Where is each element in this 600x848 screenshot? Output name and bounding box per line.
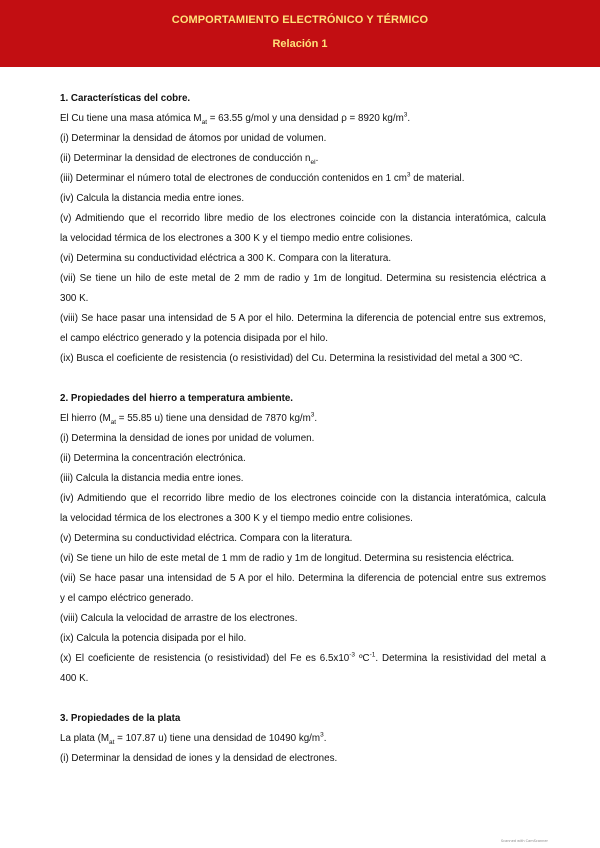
question-ii: [60, 149, 546, 169]
question-v: (v) Admitiendo que el recorrido libre medio de los electrones coincide con la distancia interatómica, calcula: [60, 213, 546, 224]
question-text: . Determina la resistividad del metal a: [375, 653, 546, 664]
question-ix: (ix) Calcula la potencia disipada por el hilo.: [60, 633, 247, 644]
subscript: at: [110, 418, 117, 426]
superscript: -3: [349, 651, 356, 659]
question-vii-cont: 300 K.: [60, 293, 89, 304]
question-viii: (viii) Calcula la velocidad de arrastre de los electrones.: [60, 613, 298, 624]
scanner-watermark: Scanned with CamScanner: [500, 839, 548, 843]
question-v: (v) Determina su conductividad eléctrica. Compara con la literatura.: [60, 533, 353, 544]
question-iv: (iv) Calcula la distancia media entre iones.: [60, 193, 245, 204]
question-x-cont: 400 K.: [60, 673, 89, 684]
subscript: el: [310, 158, 316, 166]
question-text: de material.: [410, 173, 465, 184]
intro-text: .: [407, 113, 411, 124]
section-intro: [60, 109, 546, 129]
question-iii: (iii) Calcula la distancia media entre iones.: [60, 473, 244, 484]
page-header: [0, 0, 600, 67]
section-copper: [60, 89, 546, 369]
question-iv-cont: la velocidad térmica de los electrones a 300 K y el tiempo medio entre colisiones.: [60, 513, 413, 524]
section-intro: [60, 409, 546, 429]
intro-text: El hierro (M: [60, 413, 111, 424]
subscript: at: [109, 738, 115, 746]
section-title: 2. Propiedades del hierro a temperatura ambiente.: [60, 393, 294, 404]
superscript: 3: [310, 411, 315, 419]
intro-text: .: [314, 413, 318, 424]
intro-text: = 63.55 g/mol y una densidad ρ = 8920 kg/m: [207, 113, 404, 124]
question-viii: (viii) Se hace pasar una intensidad de 5 A por el hilo. Determina la diferencia de potencial entre sus extremos,: [60, 313, 546, 324]
question-iv: (iv) Admitiendo que el recorrido libre medio de los electrones coincide con la distancia interatómica, calcula: [60, 493, 546, 504]
question-ix: (ix) Busca el coeficiente de resistencia (o resistividad) del Cu. Determina la resistividad del metal a 300 ºC.: [60, 353, 523, 364]
question-text: (x) El coeficiente de resistencia (o resistividad) del Fe es 6.5x10: [60, 653, 350, 664]
question-vii-cont: y el campo eléctrico generado.: [60, 593, 194, 604]
question-text: (ii) Determinar la densidad de electrones de conducción n: [60, 153, 311, 164]
question-vii: (vii) Se tiene un hilo de este metal de 2 mm de radio y 1m de longitud. Determina su resistencia eléctrica a: [60, 273, 546, 284]
section-intro: [60, 729, 546, 749]
section-silver: [60, 709, 546, 769]
document-subtitle: Relación 1: [272, 38, 328, 50]
question-i: (i) Determinar la densidad de iones y la densidad de electrones.: [60, 753, 338, 764]
section-title: 3. Propiedades de la plata: [60, 713, 181, 724]
question-vi: (vi) Determina su conductividad eléctrica a 300 K. Compara con la literatura.: [60, 253, 392, 264]
section-title: 1. Características del cobre.: [60, 93, 191, 104]
intro-text: .: [323, 733, 327, 744]
question-vii: (vii) Se hace pasar una intensidad de 5 A por el hilo. Determina la diferencia de potencial entre sus extremos: [60, 573, 546, 584]
superscript: 3: [403, 111, 408, 119]
superscript: -1: [369, 651, 376, 659]
section-iron: [60, 389, 546, 689]
document-body: [60, 89, 546, 789]
question-text: ºC: [355, 653, 370, 664]
superscript: 3: [320, 731, 324, 739]
document-title: COMPORTAMIENTO ELECTRÓNICO Y TÉRMICO: [171, 14, 429, 26]
intro-text: = 55.85 u) tiene una densidad de 7870 kg/m: [116, 413, 311, 424]
question-text: .: [315, 153, 319, 164]
intro-text: La plata (M: [60, 733, 110, 744]
question-v-cont: la velocidad térmica de los electrones a 300 K y el tiempo medio entre colisiones.: [60, 233, 413, 244]
question-text: (iii) Determinar el número total de electrones de conducción contenidos en 1 cm: [60, 173, 407, 184]
question-i: (i) Determina la densidad de iones por unidad de volumen.: [60, 433, 315, 444]
superscript: 3: [406, 171, 411, 179]
question-viii-cont: el campo eléctrico generado y la potencia disipada por el hilo.: [60, 333, 328, 344]
question-vi: (vi) Se tiene un hilo de este metal de 1 mm de radio y 1m de longitud. Determina su resistencia eléctrica.: [60, 553, 515, 564]
intro-text: = 107.87 u) tiene una densidad de 10490 kg/m: [114, 733, 321, 744]
question-iii: [60, 169, 546, 189]
subscript: at: [201, 118, 207, 126]
intro-text: El Cu tiene una masa atómica M: [60, 113, 202, 124]
question-x: [60, 649, 546, 669]
question-i: (i) Determinar la densidad de átomos por unidad de volumen.: [60, 133, 327, 144]
question-ii: (ii) Determina la concentración electrónica.: [60, 453, 246, 464]
